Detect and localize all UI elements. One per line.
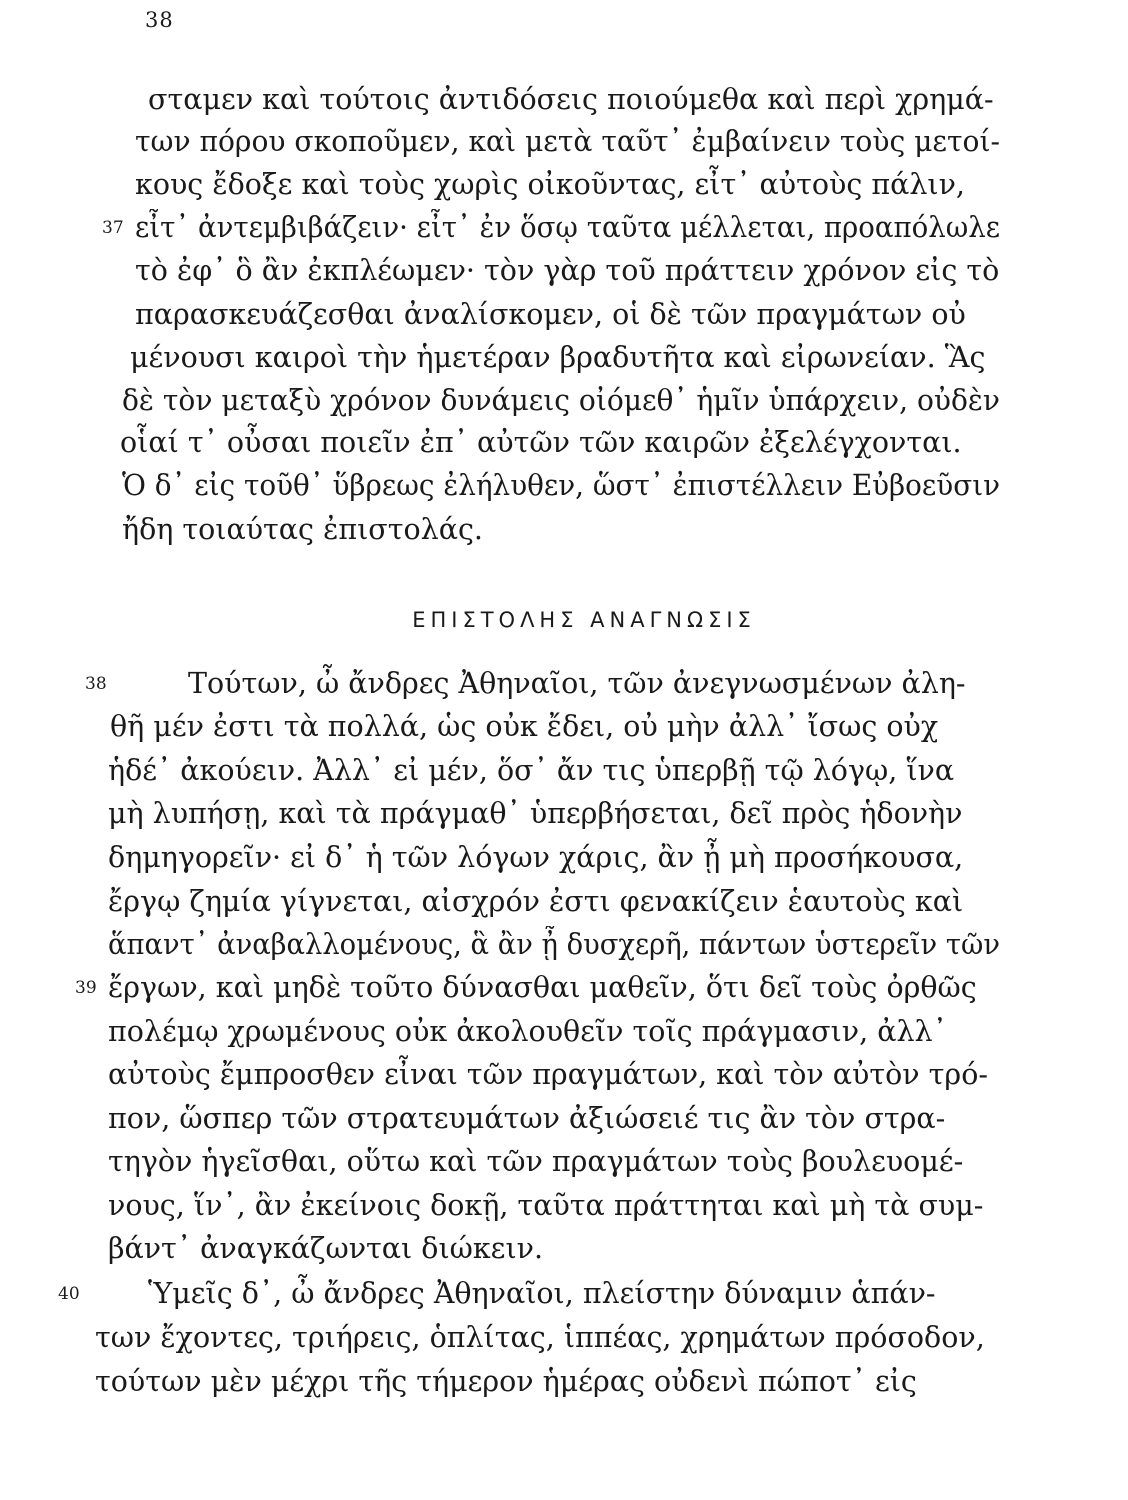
line-text: τηγὸν ἡγεῖσθαι, οὕτω καὶ τῶν πραγμάτων τοὺς βουλευομέ- [108,1145,964,1178]
line-text: οἷαί τ᾽ οὖσαι ποιεῖν ἐπ᾽ αὐτῶν τῶν καιρῶν ἐξελέγχονται. [120,426,962,459]
line-text: πον, ὥσπερ τῶν στρατευμάτων ἀξιώσειέ τις ἂν τὸν στρα- [108,1102,946,1135]
section-heading: ΕΠΙΣΤΟΛΗΣ ΑΝΑΓΝΩΣΙΣ [412,608,756,632]
section-number: 39 [75,978,97,998]
line-text: τούτων μὲν μέχρι τῆς τήμερον ἡμέρας οὐδενὶ πώποτ᾽ εἰς [95,1365,917,1398]
line-text: θῆ μέν ἐστι τὰ πολλά, ὡς οὐκ ἔδει, οὐ μὴν ἀλλ᾽ ἴσως οὐχ [110,710,939,743]
line-text: των ἔχοντες, τριήρεις, ὁπλίτας, ἱππέας, χρημάτων πρόσοδον, [95,1321,985,1354]
section-number: 40 [58,1284,80,1304]
line-text: αὐτοὺς ἔμπροσθεν εἶναι τῶν πραγμάτων, καὶ τὸν αὐτὸν τρό- [108,1058,988,1091]
line-text: Ὁ δ᾽ εἰς τοῦθ᾽ ὕβρεως ἐλήλυθεν, ὥστ᾽ ἐπιστέλλειν Εὐβοεῦσιν [122,469,1001,502]
line-text: παρασκευάζεσθαι ἀναλίσκομεν, οἱ δὲ τῶν πραγμάτων οὐ [135,298,966,331]
section-number: 38 [85,674,107,694]
line-text: ἔργων, καὶ μηδὲ τοῦτο δύνασθαι μαθεῖν, ὅτι δεῖ τοὺς ὀρθῶς [108,971,977,1004]
line-text: δὲ τὸν μεταξὺ χρόνον δυνάμεις οἰόμεθ᾽ ἡμῖν ὑπάρχειν, οὐδὲν [122,384,1000,417]
line-text: Ὑμεῖς δ᾽, ὦ ἄνδρες Ἀθηναῖοι, πλείστην δύναμιν ἁπάν- [148,1277,936,1310]
line-text: νους, ἵν᾽, ἂν ἐκείνοις δοκῇ, ταῦτα πράττηται καὶ μὴ τὰ συμ- [108,1189,984,1222]
line-text: ἔργῳ ζημία γίγνεται, αἰσχρόν ἐστι φενακίζειν ἑαυτοὺς καὶ [108,885,964,918]
line-text: δημηγορεῖν· εἰ δ᾽ ἡ τῶν λόγων χάρις, ἂν ᾖ μὴ προσήκουσα, [108,841,964,874]
line-text: κους ἔδοξε καὶ τοὺς χωρὶς οἰκοῦντας, εἶτ᾽ αὐτοὺς πάλιν, [135,168,965,201]
line-text: ἡδέ᾽ ἀκούειν. Ἀλλ᾽ εἰ μέν, ὅσ᾽ ἄν τις ὑπερβῇ τῷ λόγῳ, ἵνα [108,754,955,787]
line-text: τὸ ἐφ᾽ ὃ ἂν ἐκπλέωμεν· τὸν γὰρ τοῦ πράττειν χρόνον εἰς τὸ [135,254,1000,287]
page-number: 38 [145,8,174,32]
line-text: πολέμῳ χρωμένους οὐκ ἀκολουθεῖν τοῖς πράγμασιν, ἀλλ᾽ [108,1015,947,1048]
line-text: ἤδη τοιαύτας ἐπιστολάς. [122,513,483,546]
line-text: μένουσι καιροὶ τὴν ἡμετέραν βραδυτῆτα καὶ εἰρωνείαν. Ἃς [130,341,986,374]
line-text: Τούτων, ὦ ἄνδρες Ἀθηναῖοι, τῶν ἀνεγνωσμένων ἀλη- [188,667,966,700]
line-text: εἶτ᾽ ἀντεμβιβάζειν· εἶτ᾽ ἐν ὅσῳ ταῦτα μέλλεται, προαπόλωλε [135,211,1001,244]
section-number: 37 [102,218,124,238]
line-text: των πόρου σκοποῦμεν, καὶ μετὰ ταῦτ᾽ ἐμβαίνειν τοὺς μετοί- [135,125,1001,158]
line-text: βάντ᾽ ἀναγκάζωνται διώκειν. [108,1232,544,1265]
line-text: σταμεν καὶ τούτοις ἀντιδόσεις ποιούμεθα καὶ περὶ χρημά- [148,83,994,116]
line-text: μὴ λυπήσῃ, καὶ τὰ πράγμαθ᾽ ὑπερβήσεται, δεῖ πρὸς ἡδονὴν [108,797,963,830]
line-text: ἅπαντ᾽ ἀναβαλλομένους, ἃ ἂν ᾖ δυσχερῆ, πάντων ὑστερεῖν τῶν [108,928,1000,961]
